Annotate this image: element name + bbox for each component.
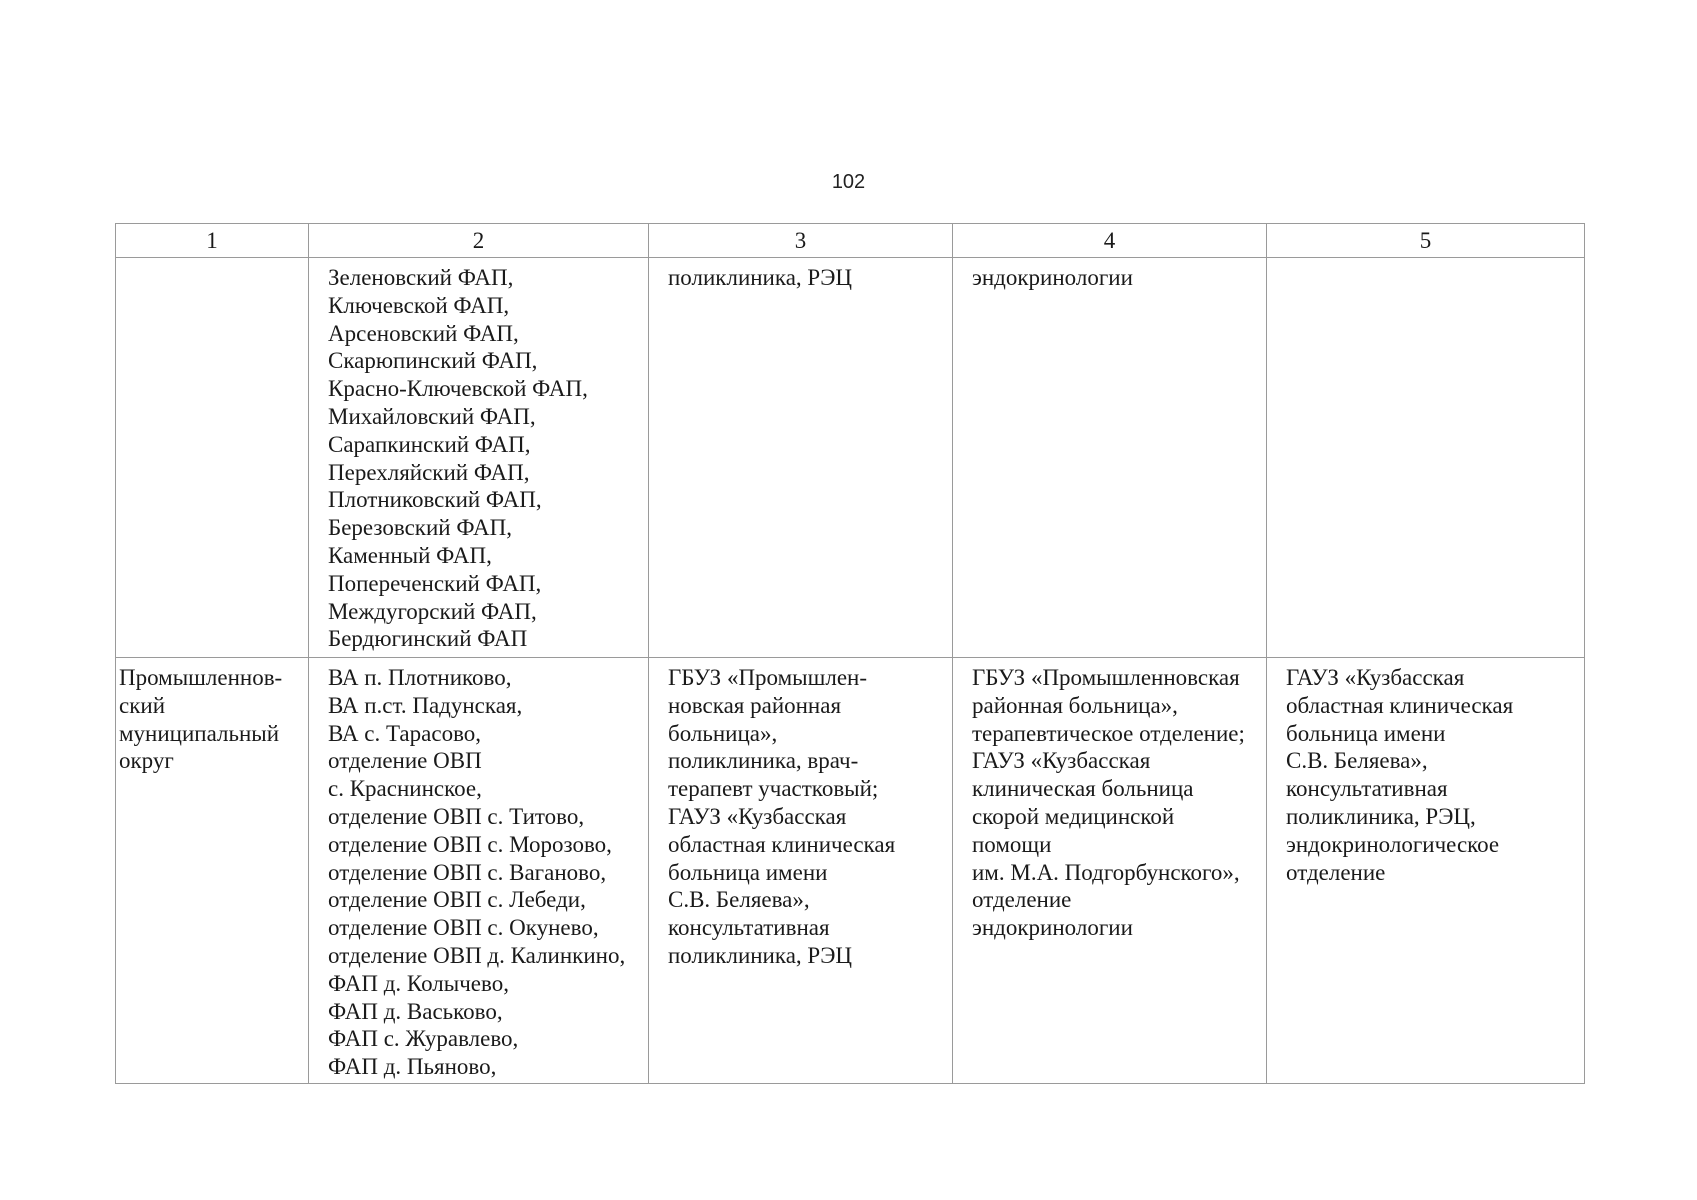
column-header-3: 3 (649, 224, 953, 258)
cell-text-line: Попереченский ФАП, (328, 570, 542, 596)
cell-text-line: Промышленнов- (119, 665, 283, 690)
cell-text-line: областная клиническая (668, 831, 896, 857)
cell-text-line: Ключевской ФАП, (328, 292, 510, 318)
cell-text-line: ский (119, 692, 165, 718)
cell-text-line: Сарапкинский ФАП, (328, 431, 531, 457)
cell-text-line: ГБУЗ «Промышлен- (668, 665, 867, 690)
cell-text-line: ФАП д. Пьяново, (328, 1054, 497, 1080)
cell-text-line: округ (119, 748, 174, 774)
cell-text-line: им. М.А. Подгорбунского», (972, 859, 1240, 885)
cell-text-line: отделение ОВП (328, 748, 482, 774)
cell-text-line: Бердюгинский ФАП (328, 626, 528, 652)
cell-text-line: ВА с. Тарасово, (328, 720, 482, 746)
cell-text-line: помощи (972, 831, 1052, 857)
cell-text-line: муниципальный (119, 720, 280, 746)
cell-text-line: Перехляйский ФАП, (328, 459, 530, 485)
cell-text-line: Арсеновский ФАП, (328, 320, 519, 346)
cell-text-line: ГАУЗ «Кузбасская (972, 748, 1151, 774)
cell-text-line: отделение ОВП с. Морозово, (328, 831, 612, 857)
table-cell (309, 258, 649, 658)
cell-text-line: отделение ОВП с. Титово, (328, 803, 585, 829)
cell-text-line: новская районная (668, 692, 842, 718)
cell-text-line: ФАП д. Колычево, (328, 970, 509, 996)
cell-text-line: Красно-Ключевской ФАП, (328, 376, 588, 402)
table-cell (953, 658, 1267, 1084)
table-row (116, 258, 1585, 658)
cell-text-line: ГАУЗ «Кузбасская (668, 803, 847, 829)
cell-text-line: Каменный ФАП, (328, 542, 492, 568)
cell-text-line: больница имени (668, 859, 828, 885)
column-header-5: 5 (1267, 224, 1585, 258)
cell-text-line: поликлиника, врач- (668, 748, 859, 774)
cell-text-line: С.В. Беляева», (668, 887, 810, 913)
cell-text-line: ВА п. Плотниково, (328, 665, 512, 690)
table-cell (116, 258, 309, 658)
cell-text-line: больница», (668, 720, 778, 746)
cell-text-line: Зеленовский ФАП, (328, 265, 514, 290)
cell-text-line: Михайловский ФАП, (328, 403, 536, 429)
cell-text-line: скорой медицинской (972, 803, 1175, 829)
cell-text-line: терапевт участковый; (668, 776, 879, 802)
table-cell (116, 658, 309, 1084)
cell-text-line: отделение (1286, 859, 1386, 885)
cell-text-line: терапевтическое отделение; (972, 720, 1245, 746)
cell-text-line: Междугорский ФАП, (328, 598, 537, 624)
cell-text-line: отделение ОВП с. Лебеди, (328, 887, 586, 913)
table-cell (649, 258, 953, 658)
table-cell (309, 658, 649, 1084)
cell-text-line: поликлиника, РЭЦ (668, 265, 852, 290)
column-header-2: 2 (309, 224, 649, 258)
cell-text-line: поликлиника, РЭЦ, (1286, 803, 1476, 829)
column-header-4: 4 (953, 224, 1267, 258)
cell-text-line: отделение ОВП с. Окунево, (328, 915, 599, 941)
table-cell (953, 258, 1267, 658)
cell-text-line: консультативная (668, 915, 830, 941)
cell-text-line: отделение (972, 887, 1072, 913)
cell-text-line: эндокринологии (972, 915, 1133, 941)
cell-text-line: консультативная (1286, 776, 1448, 802)
cell-text-line: больница имени (1286, 720, 1446, 746)
cell-text-line: ФАП с. Журавлево, (328, 1026, 519, 1052)
cell-text-line: поликлиника, РЭЦ (668, 942, 852, 968)
cell-text-line: эндокринологии (972, 265, 1133, 290)
page-number: 102 (831, 171, 866, 193)
column-header-1: 1 (116, 224, 309, 258)
table-cell (1267, 658, 1585, 1084)
table-header-row (116, 224, 1585, 258)
table-cell (1267, 258, 1585, 658)
cell-text-line: Березовский ФАП, (328, 515, 513, 541)
cell-text-line: отделение ОВП д. Калинкино, (328, 942, 626, 968)
cell-text-line: Скарюпинский ФАП, (328, 348, 538, 374)
cell-text-line: ГАУЗ «Кузбасская (1286, 665, 1465, 690)
cell-text-line: эндокринологическое (1286, 831, 1500, 857)
cell-text-line: с. Краснинское, (328, 776, 482, 802)
table-cell (649, 658, 953, 1084)
cell-text-line: ВА п.ст. Падунская, (328, 692, 523, 718)
document-table (115, 223, 1585, 1084)
cell-text-line: ФАП д. Васьково, (328, 998, 503, 1024)
cell-text-line: отделение ОВП с. Ваганово, (328, 859, 607, 885)
cell-text-line: районная больница», (972, 692, 1178, 718)
cell-text-line: ГБУЗ «Промышленновская (972, 665, 1240, 690)
cell-text-line: Плотниковский ФАП, (328, 487, 542, 513)
cell-text-line: клиническая больница (972, 776, 1194, 802)
table-row (116, 658, 1585, 1084)
cell-text-line: областная клиническая (1286, 692, 1514, 718)
cell-text-line: С.В. Беляева», (1286, 748, 1428, 774)
